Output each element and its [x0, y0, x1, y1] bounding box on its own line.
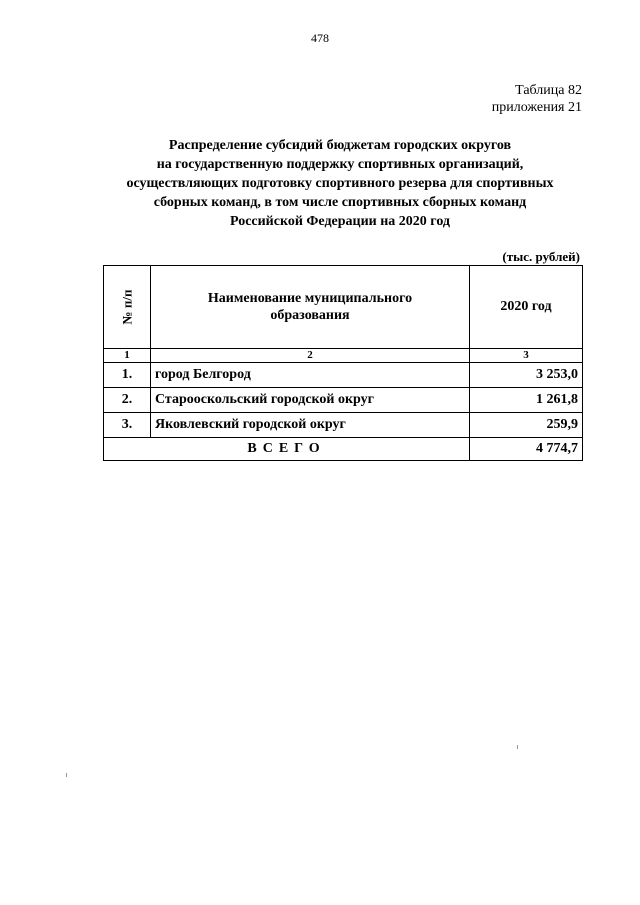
units-label: (тыс. рублей): [502, 249, 580, 264]
index-cell: 1: [104, 349, 151, 363]
title-line: на государственную поддержку спортивных организаций,: [156, 157, 524, 172]
page-number: 478: [311, 31, 329, 45]
row-value: 1 261,8: [470, 388, 583, 413]
row-name: Яковлевский городской округ: [151, 413, 470, 438]
table-reference: [492, 82, 582, 116]
header-num: [104, 266, 151, 349]
total-value: 4 774,7: [470, 438, 583, 461]
scan-speck: [66, 773, 67, 777]
total-row: [104, 438, 583, 461]
title-line: Распределение субсидий бюджетам городских округов: [168, 138, 512, 153]
header-name-line: Наименование муниципального: [207, 291, 413, 306]
index-cell: 2: [151, 349, 470, 363]
header-row: [104, 266, 583, 349]
scan-speck: [517, 745, 518, 749]
table-ref-line: приложения 21: [491, 100, 582, 115]
title-line: сборных команд, в том числе спортивных сборных команд: [153, 195, 527, 210]
row-num: 2.: [104, 388, 151, 413]
subsidy-table: [103, 265, 583, 461]
header-num-label: № п/п: [119, 289, 134, 324]
table-row: [104, 388, 583, 413]
header-name-line: образования: [270, 308, 350, 323]
row-num: 3.: [104, 413, 151, 438]
table-row: [104, 363, 583, 388]
total-label: ВСЕГО: [104, 438, 470, 461]
table-row: [104, 413, 583, 438]
header-name: [151, 266, 470, 349]
row-name: Старооскольский городской округ: [151, 388, 470, 413]
row-name: город Белгород: [151, 363, 470, 388]
document-title: [100, 136, 580, 231]
index-cell: 3: [470, 349, 583, 363]
row-value: 259,9: [470, 413, 583, 438]
title-line: осуществляющих подготовку спортивного резерва для спортивных: [126, 176, 554, 191]
title-line: Российской Федерации на 2020 год: [229, 214, 450, 229]
table-ref-line: Таблица 82: [515, 83, 582, 98]
row-value: 3 253,0: [470, 363, 583, 388]
index-row: [104, 349, 583, 363]
header-year: 2020 год: [470, 266, 583, 349]
row-num: 1.: [104, 363, 151, 388]
